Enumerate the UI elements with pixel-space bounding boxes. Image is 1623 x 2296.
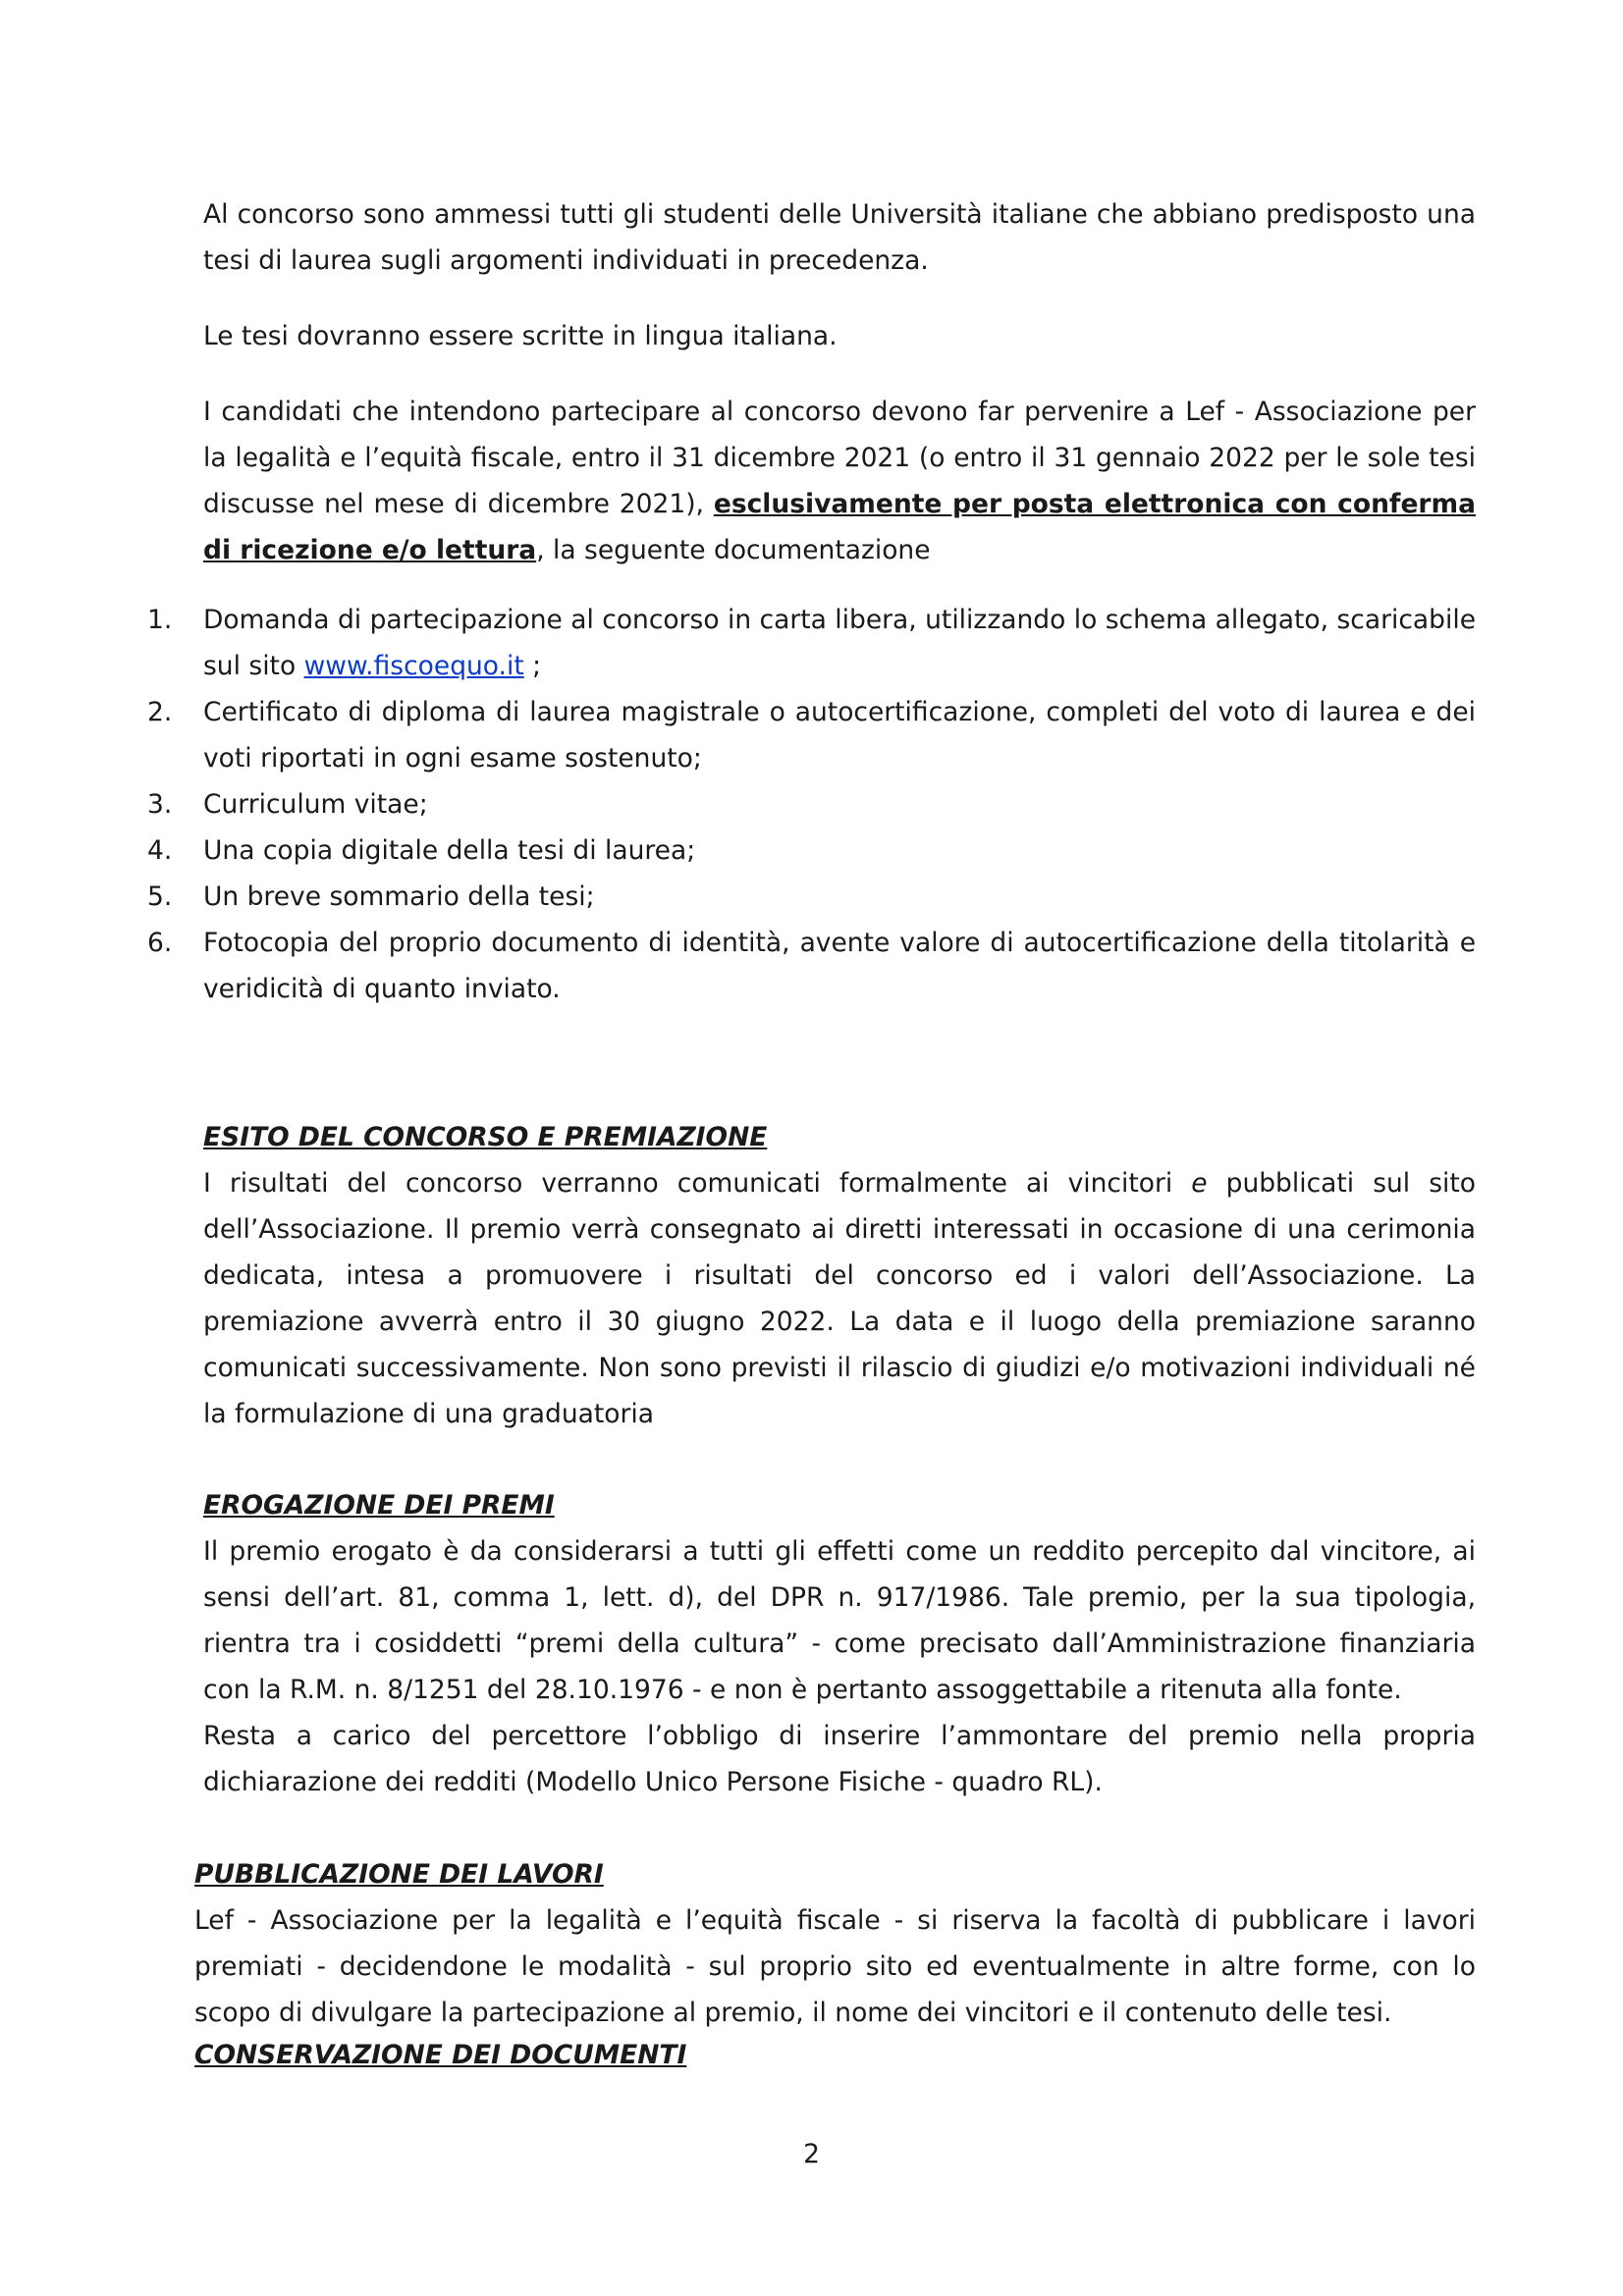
list-item <box>147 920 1476 1012</box>
website-link[interactable]: www.fiscoequo.it <box>303 651 524 681</box>
documents-list <box>147 597 1476 1012</box>
list-text: Una copia digitale della tesi di laurea; <box>203 835 696 866</box>
page-number: 2 <box>803 2139 820 2169</box>
list-text: Certificato di diploma di laurea magistrale o autocertificazione, completi del voto di laurea e dei voti riportati in ogni esame sostenuto; <box>203 697 1476 774</box>
list-number: 3. <box>147 789 173 820</box>
intro-paragraph-3-end: , la seguente documentazione <box>536 535 931 565</box>
esito-text-end: pubblicati sul sito dell’Associazione. Il premio verrà consegnato ai diretti interessati in occasione di una cerimonia dedicata, intesa a promuovere i risultati del concorso ed i valori dell’Associazione. La premiazione avverrà entro il 30 giugno 2022. La data e il luogo della premiazione saranno comunicati successivamente. Non sono previsti il rilascio di giudizi e/o motivazioni individuali né la formulazione di una graduatoria <box>203 1168 1476 1429</box>
list-item <box>147 874 1476 920</box>
list-number: 4. <box>147 835 173 866</box>
list-number: 2. <box>147 697 173 727</box>
list-text: Un breve sommario della tesi; <box>203 881 595 912</box>
list-item <box>147 597 1476 689</box>
esito-section <box>203 1114 1476 1437</box>
erogazione-heading: EROGAZIONE DEI PREMI <box>203 1490 555 1521</box>
erogazione-paragraph-1: Il premio erogato è da considerarsi a tutti gli effetti come un reddito percepito dal vincitore, ai sensi dell’art. 81, comma 1, lett. d), del DPR n. 917/1986. Tale premio, per la sua tipologia, rientra tra i cosiddetti “premi della cultura” - come precisato dall’Amministrazione finanziaria con la R.M. n. 8/1251 del 28.10.1976 - e non è pertanto assoggettabile a ritenuta alla fonte. <box>203 1536 1476 1705</box>
submission-requirement: esclusivamente per posta elettronica con conferma di ricezione e/o lettura <box>203 489 1476 565</box>
pubblicazione-section <box>194 1851 1476 2036</box>
list-text: Fotocopia del proprio documento di identità, avente valore di autocertificazione della titolarità e veridicità di quanto inviato. <box>203 928 1476 1004</box>
pubblicazione-paragraph: Lef - Associazione per la legalità e l’equità fiscale - si riserva la facoltà di pubblicare i lavori premiati - decidendone le modalità - sul proprio sito ed eventualmente in altre forme, con lo scopo di divulgare la partecipazione al premio, il nome dei vincitori e il contenuto delle tesi. <box>194 1905 1476 2028</box>
intro-section <box>203 191 1476 573</box>
erogazione-section <box>203 1482 1476 1805</box>
conservazione-heading: CONSERVAZIONE DEI DOCUMENTI <box>194 2040 687 2070</box>
list-text-end: ; <box>523 651 542 681</box>
list-text: Curriculum vitae; <box>203 789 428 820</box>
esito-heading: ESITO DEL CONCORSO E PREMIAZIONE <box>203 1122 768 1152</box>
pubblicazione-heading: PUBBLICAZIONE DEI LAVORI <box>194 1859 604 1890</box>
list-text-part: Domanda di partecipazione al concorso in carta libera, utilizzando lo schema allegato, scaricabile sul sito <box>203 605 1476 681</box>
esito-text-italic: e <box>1191 1168 1208 1199</box>
list-text <box>203 597 1476 689</box>
list-number: 5. <box>147 881 173 912</box>
intro-paragraph-3 <box>203 389 1476 573</box>
esito-text-start: I risultati del concorso verranno comunicati formalmente ai vincitori <box>203 1168 1192 1199</box>
intro-paragraph-1: Al concorso sono ammessi tutti gli studenti delle Università italiane che abbiano predisposto una tesi di laurea sugli argomenti individuati in precedenza. <box>203 199 1476 276</box>
list-item <box>147 828 1476 874</box>
esito-paragraph <box>203 1160 1476 1437</box>
list-number: 6. <box>147 928 173 958</box>
list-item <box>147 689 1476 781</box>
list-item <box>147 781 1476 828</box>
list-number: 1. <box>147 605 173 635</box>
conservazione-section <box>194 2032 1476 2078</box>
intro-paragraph-3-text: I candidati che intendono partecipare al concorso devono far pervenire a Lef - Associazione per la legalità e l’equità fiscale, entro il 31 dicembre 2021 (o entro il 31 gennaio 2022 per le sole tesi discusse nel mese di dicembre 2021), <box>203 397 1476 519</box>
erogazione-paragraph-2: Resta a carico del percettore l’obbligo di inserire l’ammontare del premio nella propria dichiarazione dei redditi (Modello Unico Persone Fisiche - quadro RL). <box>203 1721 1476 1797</box>
intro-paragraph-2: Le tesi dovranno essere scritte in lingua italiana. <box>203 321 838 351</box>
